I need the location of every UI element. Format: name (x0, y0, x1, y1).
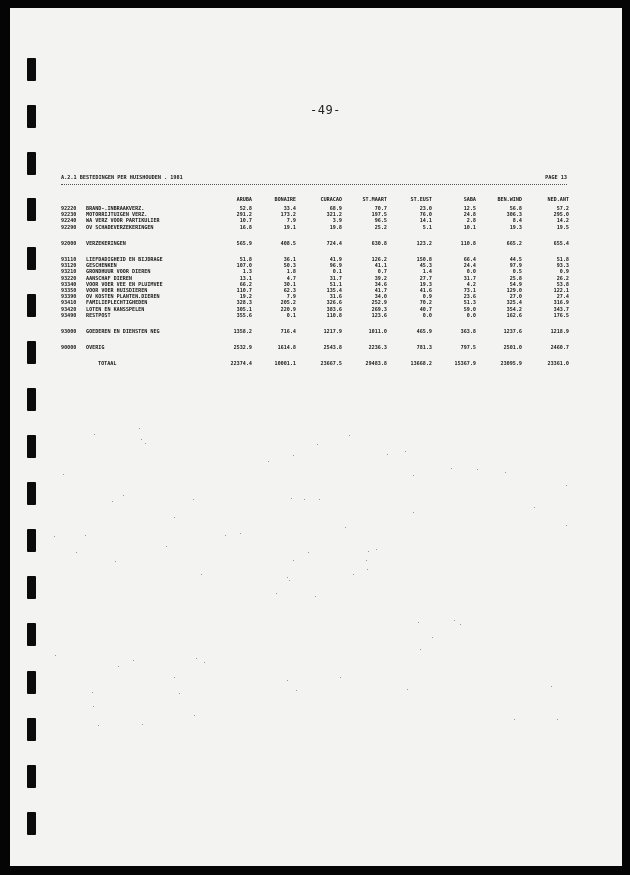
value-cell: 0.1 (286, 312, 296, 319)
speck (551, 686, 552, 687)
speck (276, 593, 277, 594)
value-cell: 0.7 (377, 269, 387, 276)
speck (139, 428, 140, 429)
row-code: 93340 (61, 281, 77, 288)
value-cell: 316.9 (553, 300, 569, 307)
row-code: 93210 (61, 269, 77, 276)
value-cell: 110.7 (236, 288, 252, 295)
value-cell: 26.2 (556, 275, 569, 282)
value-cell: 135.4 (326, 288, 342, 295)
value-cell: 328.3 (236, 300, 252, 307)
value-cell: 176.5 (553, 312, 569, 319)
value-cell: 51.8 (239, 257, 252, 264)
value-cell: 45.3 (419, 263, 432, 270)
value-cell: 205.2 (280, 300, 296, 307)
value-cell: 2460.7 (550, 345, 569, 352)
value-cell: 716.4 (280, 329, 296, 336)
value-cell: 41.9 (329, 257, 342, 264)
value-cell: 96.5 (374, 218, 387, 225)
spacer-cell (61, 335, 569, 345)
speck (514, 719, 515, 720)
speck (63, 474, 64, 475)
speck (115, 561, 116, 562)
value-cell: 33.4 (283, 206, 296, 212)
value-cell: 1358.2 (233, 329, 252, 336)
speck (55, 655, 56, 656)
value-cell: 23667.5 (320, 361, 342, 368)
column-header: ST.EUST (410, 197, 432, 203)
value-cell: 29483.8 (365, 361, 387, 368)
row-label: OV KOSTEN PLANTEN.DIEREN (86, 294, 160, 301)
row-code: 93110 (61, 257, 77, 264)
binder-hole (27, 294, 36, 317)
value-cell: 19.8 (329, 224, 342, 231)
speck (418, 622, 419, 623)
speck (367, 569, 368, 570)
expenditure-table (61, 194, 569, 368)
row-label: LOTEN EN KANSSPELEN (86, 306, 145, 313)
value-cell: 68.9 (329, 206, 342, 212)
value-cell: 70.2 (419, 300, 432, 307)
spacer-cell (61, 319, 569, 329)
row-label: VERZEKERINGEN (86, 240, 126, 247)
row-code: 93410 (61, 300, 77, 307)
binder-hole (27, 529, 36, 552)
value-cell: 306.3 (506, 212, 522, 219)
value-cell: 565.9 (236, 240, 252, 247)
spacer-cell (61, 351, 569, 361)
binder-hole (27, 341, 36, 364)
speck (407, 689, 408, 690)
value-cell: 54.9 (509, 281, 522, 288)
speck (54, 536, 55, 537)
value-cell: 781.3 (416, 345, 432, 352)
value-cell: 44.5 (509, 257, 522, 264)
speck (353, 574, 354, 575)
value-cell: 0.0 (466, 269, 476, 276)
value-cell: 10001.1 (274, 361, 296, 368)
value-cell: 110.8 (460, 240, 476, 247)
value-cell: 110.8 (326, 312, 342, 319)
speck (141, 439, 142, 440)
row-code: 92230 (61, 212, 77, 219)
speck (366, 560, 367, 561)
value-cell: 19.2 (239, 294, 252, 301)
value-cell: 5.1 (422, 224, 432, 231)
speck (293, 560, 294, 561)
value-cell: 295.0 (553, 212, 569, 219)
value-cell: 150.8 (416, 257, 432, 264)
spacer-cell (61, 247, 569, 257)
value-cell: 10.1 (463, 224, 476, 231)
speck (349, 435, 350, 436)
value-cell: 1011.0 (368, 329, 387, 336)
value-cell: 27.7 (419, 275, 432, 282)
speck (557, 719, 558, 720)
speck (76, 552, 77, 553)
speck (123, 495, 124, 496)
speck (432, 637, 433, 638)
page-label: PAGE 13 (545, 175, 567, 181)
value-cell: 2543.8 (323, 345, 342, 352)
row-code: 92220 (61, 206, 77, 212)
value-cell: 25.2 (374, 224, 387, 231)
column-header-blank (61, 194, 84, 206)
speck (145, 443, 146, 444)
value-cell: 59.0 (463, 306, 476, 313)
speck (174, 517, 175, 518)
speck (291, 498, 292, 499)
row-code: 92240 (61, 218, 77, 225)
value-cell: 36.1 (283, 257, 296, 264)
value-cell: 15367.9 (454, 361, 476, 368)
speck (460, 624, 461, 625)
row-code: 92290 (61, 224, 77, 231)
value-cell: 0.5 (512, 269, 522, 276)
value-cell: 7.9 (286, 218, 296, 225)
row-label: MOTORRIJTUIGEN VERZ. (86, 212, 148, 219)
value-cell: 2236.3 (368, 345, 387, 352)
speck (308, 552, 309, 553)
value-cell: 1.3 (242, 269, 252, 276)
value-cell: 62.3 (283, 288, 296, 295)
value-cell: 0.1 (332, 269, 342, 276)
row-label: VOOR VOER VEE EN PLUIMVEE (86, 281, 163, 288)
value-cell: 14.1 (419, 218, 432, 225)
speck (376, 549, 377, 550)
value-cell: 220.9 (280, 306, 296, 313)
value-cell: 291.2 (236, 212, 252, 219)
speck (287, 577, 288, 578)
value-cell: 197.5 (371, 212, 387, 219)
binder-hole (27, 765, 36, 788)
value-cell: 24.4 (463, 263, 476, 270)
speck (92, 692, 93, 693)
speck (98, 725, 99, 726)
value-cell: 0.9 (559, 269, 569, 276)
value-cell: 343.7 (553, 306, 569, 313)
value-cell: 52.8 (239, 206, 252, 212)
value-cell: 1217.9 (323, 329, 342, 336)
speck (413, 512, 414, 513)
value-cell: 321.2 (326, 212, 342, 219)
speck (94, 434, 95, 435)
value-cell: 252.9 (371, 300, 387, 307)
value-cell: 305.1 (236, 306, 252, 313)
speck (420, 649, 421, 650)
value-cell: 50.3 (283, 263, 296, 270)
binder-hole (27, 482, 36, 505)
value-cell: 14.2 (556, 218, 569, 225)
speck (505, 472, 506, 473)
binder-hole (27, 58, 36, 81)
value-cell: 51.1 (329, 281, 342, 288)
value-cell: 19.3 (509, 224, 522, 231)
value-cell: 129.0 (506, 288, 522, 295)
speck (225, 535, 226, 536)
value-cell: 19.5 (556, 224, 569, 231)
value-cell: 363.8 (460, 329, 476, 336)
row-label: BRAND-.INBRAAKVERZ. (86, 206, 145, 212)
value-cell: 12.5 (463, 206, 476, 212)
value-cell: 4.2 (466, 281, 476, 288)
page-number: -49- (310, 103, 341, 117)
binder-hole (27, 247, 36, 270)
row-label: FAMILIEPLECHTIGHEDEN (86, 300, 148, 307)
speck (413, 475, 414, 476)
value-cell: 354.2 (506, 306, 522, 313)
value-cell: 0.0 (422, 312, 432, 319)
document-page (10, 8, 622, 866)
binder-hole (27, 435, 36, 458)
column-header-row (61, 194, 569, 206)
value-cell: 797.5 (460, 345, 476, 352)
row-code: 90000 (61, 345, 77, 352)
row-label: OVERIG (86, 345, 105, 352)
speck (319, 499, 320, 500)
binder-hole (27, 623, 36, 646)
value-cell: 122.1 (553, 288, 569, 295)
binder-hole (27, 718, 36, 741)
speck (196, 658, 197, 659)
row-label: GRONDHUUR VOOR DIEREN (86, 269, 151, 276)
value-cell: 66.4 (463, 257, 476, 264)
value-cell: 51.3 (463, 300, 476, 307)
row-label: WA VERZ VOOR PARTIKULIER (86, 218, 160, 225)
value-cell: 408.5 (280, 240, 296, 247)
value-cell: 40.7 (419, 306, 432, 313)
value-cell: 66.2 (239, 281, 252, 288)
speck (194, 715, 195, 716)
row-code (61, 361, 84, 367)
value-cell: 57.2 (556, 206, 569, 212)
column-header-blank (84, 194, 209, 206)
spacer-row (61, 351, 569, 361)
row-code: 92000 (61, 240, 77, 247)
value-cell: 8.4 (512, 218, 522, 225)
value-cell: 123.6 (371, 312, 387, 319)
row-label: VOOR VOER HUISDIEREN (86, 288, 148, 295)
value-cell: 70.7 (374, 206, 387, 212)
speck (193, 499, 194, 500)
binder-hole (27, 388, 36, 411)
value-cell: 73.1 (463, 288, 476, 295)
value-cell: 1.4 (422, 269, 432, 276)
value-cell: 25.8 (509, 275, 522, 282)
value-cell: 630.8 (371, 240, 387, 247)
value-cell: 41.6 (419, 288, 432, 295)
speck (289, 580, 290, 581)
binder-hole (27, 198, 36, 221)
value-cell: 41.1 (374, 263, 387, 270)
speck (296, 690, 297, 691)
value-cell: 97.9 (509, 263, 522, 270)
speck (315, 596, 316, 597)
speck (340, 677, 341, 678)
speck (451, 468, 452, 469)
row-code: 93350 (61, 288, 77, 295)
value-cell: 1237.6 (503, 329, 522, 336)
value-cell: 4.7 (286, 275, 296, 282)
value-cell: 34.6 (374, 281, 387, 288)
value-cell: 30.1 (283, 281, 296, 288)
value-cell: 22374.4 (230, 361, 252, 368)
column-header: ST.MAART (362, 197, 387, 203)
row-label: GESCHENKEN (86, 263, 117, 270)
column-header: SABA (463, 197, 476, 203)
value-cell: 1614.8 (277, 345, 296, 352)
value-cell: 31.7 (329, 275, 342, 282)
value-cell: 34.0 (374, 294, 387, 301)
column-header: BEN.WIND (497, 197, 522, 203)
row-label: TOTAAL (98, 361, 117, 368)
speck (112, 501, 113, 502)
value-cell: 0.0 (466, 312, 476, 319)
row-code: 93390 (61, 294, 77, 301)
value-cell: 93.3 (556, 263, 569, 270)
value-cell: 2.8 (466, 218, 476, 225)
column-header: CURACAO (320, 197, 342, 203)
value-cell: 2532.9 (233, 345, 252, 352)
value-cell: 465.9 (416, 329, 432, 336)
value-cell: 13.1 (239, 275, 252, 282)
binder-hole (27, 105, 36, 128)
value-cell: 23.0 (419, 206, 432, 212)
value-cell: 724.4 (326, 240, 342, 247)
value-cell: 326.6 (326, 300, 342, 307)
row-label: AANSCHAF DIEREN (86, 275, 133, 282)
binder-hole (27, 812, 36, 835)
value-cell: 162.6 (506, 312, 522, 319)
speck (118, 666, 119, 667)
table-title: A.2.1 BESTEDINGEN PER HUISHOUDEN . 1981 (61, 175, 183, 181)
value-cell: 2501.0 (503, 345, 522, 352)
speck (93, 706, 94, 707)
value-cell: 19.1 (283, 224, 296, 231)
speck (133, 660, 134, 661)
value-cell: 24.8 (463, 212, 476, 219)
speck (179, 693, 180, 694)
speck (174, 677, 175, 678)
value-cell: 23.6 (463, 294, 476, 301)
speck (85, 535, 86, 536)
spacer-row (61, 335, 569, 345)
value-cell: 383.6 (326, 306, 342, 313)
speck (166, 546, 167, 547)
speck (534, 507, 535, 508)
row-label: GOEDEREN EN DIENSTEN NEG (86, 329, 160, 336)
speck (477, 469, 478, 470)
speck (287, 680, 288, 681)
spacer-row (61, 247, 569, 257)
value-cell: 19.3 (419, 281, 432, 288)
value-cell: 3.9 (332, 218, 342, 225)
speck (566, 485, 567, 486)
value-cell: 27.0 (509, 294, 522, 301)
value-cell: 1218.9 (550, 329, 569, 336)
table-row (61, 361, 569, 367)
value-cell: 31.7 (463, 275, 476, 282)
speck (368, 551, 369, 552)
value-cell: 31.6 (329, 294, 342, 301)
row-label: RESTPOST (86, 312, 111, 319)
value-cell: 27.4 (556, 294, 569, 301)
row-code: 93000 (61, 329, 77, 336)
dotted-divider (61, 184, 567, 186)
value-cell: 39.2 (374, 275, 387, 282)
value-cell: 16.8 (239, 224, 252, 231)
spacer-row (61, 319, 569, 329)
value-cell: 355.6 (236, 312, 252, 319)
speck (405, 451, 406, 452)
value-cell: 126.2 (371, 257, 387, 264)
value-cell: 23361.0 (547, 361, 569, 368)
value-cell: 107.0 (236, 263, 252, 270)
value-cell: 325.4 (506, 300, 522, 307)
speck (268, 461, 269, 462)
value-cell: 51.8 (556, 257, 569, 264)
speck (317, 444, 318, 445)
row-label: LIEFDADIGHEID EN BIJDRAGE (86, 257, 163, 264)
binder-hole (27, 576, 36, 599)
binder-hole (27, 671, 36, 694)
row-label: OV SCHADEVERZEKERINGEN (86, 224, 154, 231)
value-cell: 41.7 (374, 288, 387, 295)
value-cell: 13668.2 (410, 361, 432, 368)
row-code: 93120 (61, 263, 77, 270)
row-code: 93490 (61, 312, 77, 319)
row-code: 93220 (61, 275, 77, 282)
speck (387, 454, 388, 455)
value-cell: 269.3 (371, 306, 387, 313)
value-cell: 655.4 (553, 240, 569, 247)
column-header: ARUBA (236, 197, 252, 203)
speck (204, 662, 205, 663)
speck (201, 574, 202, 575)
value-cell: 0.9 (422, 294, 432, 301)
value-cell: 7.9 (286, 294, 296, 301)
speck (345, 527, 346, 528)
value-cell: 23095.9 (500, 361, 522, 368)
speck (240, 533, 241, 534)
value-cell: 173.2 (280, 212, 296, 219)
binder-hole (27, 152, 36, 175)
speck (304, 499, 305, 500)
value-cell: 56.8 (509, 206, 522, 212)
speck (293, 455, 294, 456)
column-header: NED.ANT (547, 197, 569, 203)
spacer-row (61, 231, 569, 241)
value-cell: 10.7 (239, 218, 252, 225)
speck (142, 724, 143, 725)
row-code: 93420 (61, 306, 77, 313)
value-cell: 123.2 (416, 240, 432, 247)
speck (454, 620, 455, 621)
value-cell: 665.2 (506, 240, 522, 247)
spacer-cell (61, 231, 569, 241)
value-cell: 76.0 (419, 212, 432, 219)
column-header: BONAIRE (274, 197, 296, 203)
table-body (61, 206, 569, 368)
value-cell: 1.8 (286, 269, 296, 276)
speck (566, 525, 567, 526)
value-cell: 53.8 (556, 281, 569, 288)
value-cell: 96.9 (329, 263, 342, 270)
